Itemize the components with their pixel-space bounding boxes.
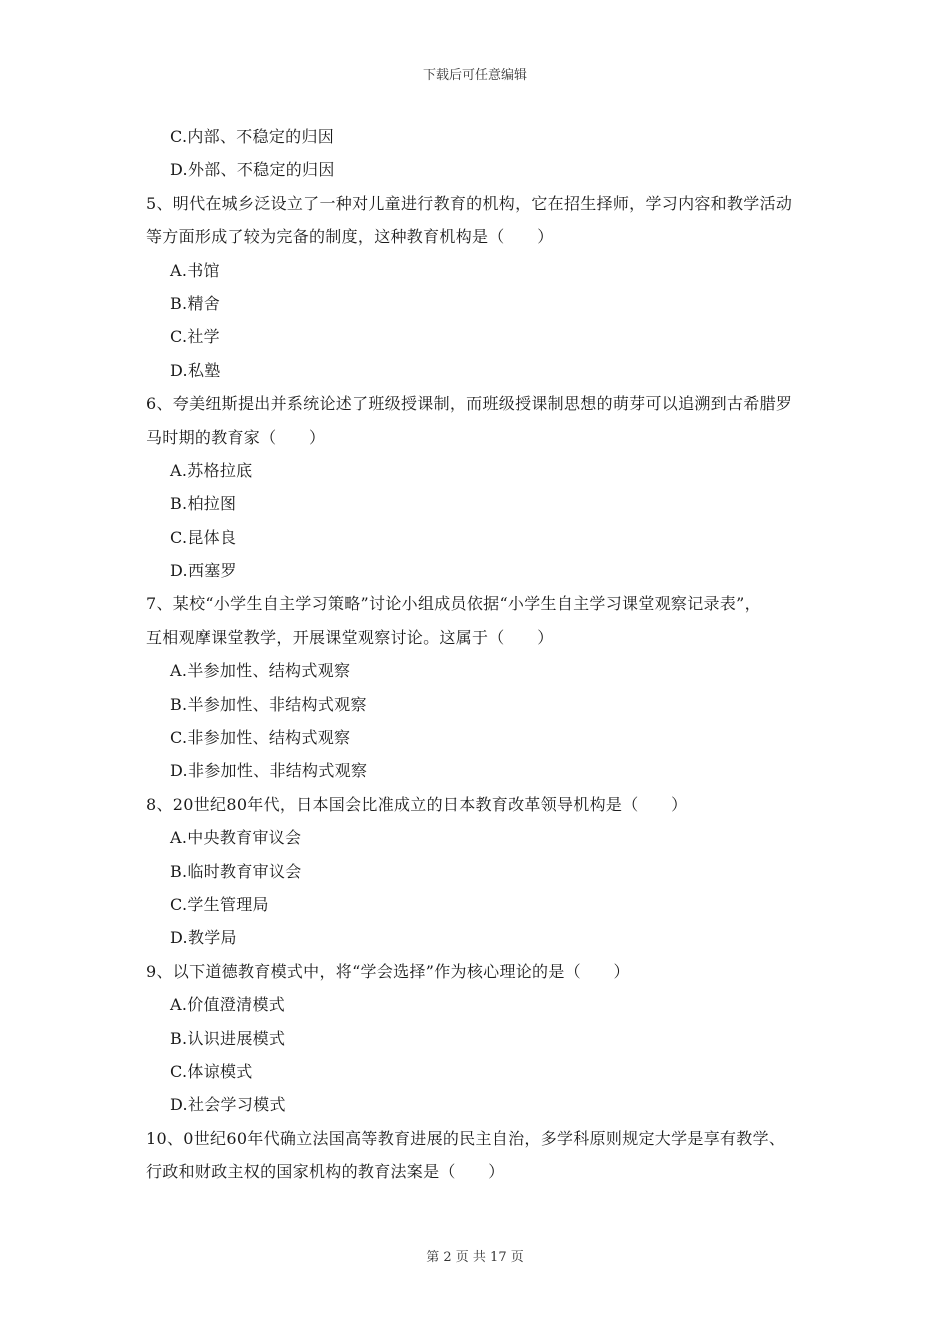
option-c: C.体谅模式 xyxy=(170,1061,253,1081)
option-b: B.临时教育审议会 xyxy=(170,861,302,881)
option-b: B.认识进展模式 xyxy=(170,1028,286,1048)
question-8 xyxy=(146,788,816,955)
option-a: A.半参加性、结构式观察 xyxy=(170,661,351,681)
option-b: B.半参加性、非结构式观察 xyxy=(170,694,367,714)
question-stem: 10、0世纪60年代确立法国高等教育进展的民主自治，多学科原则规定大学是享有教学、 xyxy=(146,1128,786,1148)
option-b: B.柏拉图 xyxy=(170,494,237,514)
option-a: A.价值澄清模式 xyxy=(170,995,286,1015)
option-c: C.学生管理局 xyxy=(170,894,269,914)
question-stem: 8、20世纪80年代，日本国会比准成立的日本教育改革领导机构是（ ） xyxy=(146,794,688,814)
question-stem: 7、某校“小学生自主学习策略”讨论小组成员依据“小学生自主学习课堂观察记录表”， xyxy=(146,594,761,614)
question-stem: 等方面形成了较为完备的制度，这种教育机构是（ ） xyxy=(146,227,554,247)
question-6 xyxy=(146,387,816,587)
option-a: A.苏格拉底 xyxy=(170,460,253,480)
page-number: 第 2 页 共 17 页 xyxy=(426,1250,524,1265)
document-body xyxy=(146,120,816,1189)
page-header-note: 下载后可任意编辑 xyxy=(422,68,527,83)
question-stem: 5、明代在城乡泛设立了一种对儿童进行教育的机构，它在招生择师，学习内容和教学活动 xyxy=(146,193,793,213)
option-4d: D.外部、不稳定的归因 xyxy=(170,160,335,180)
option-4c: C.内部、不稳定的归因 xyxy=(170,127,335,146)
option-d: D.私塾 xyxy=(170,360,221,380)
option-a: A.中央教育审议会 xyxy=(170,828,302,848)
option-c: C.非参加性、结构式观察 xyxy=(170,728,351,748)
question-7 xyxy=(146,587,816,787)
option-d: D.非参加性、非结构式观察 xyxy=(170,761,368,781)
option-d: D.教学局 xyxy=(170,928,237,948)
option-c: C.社学 xyxy=(170,327,220,347)
option-a: A.书馆 xyxy=(170,260,220,280)
question-stem: 马时期的教育家（ ） xyxy=(146,427,326,447)
option-b: B.精舍 xyxy=(170,293,221,313)
question-9 xyxy=(146,955,816,1122)
question-stem: 行政和财政主权的国家机构的教育法案是（ ） xyxy=(146,1162,505,1182)
question-stem: 6、夸美纽斯提出并系统论述了班级授课制，而班级授课制思想的萌芽可以追溯到古希腊罗 xyxy=(146,394,793,414)
option-c: C.昆体良 xyxy=(170,527,237,547)
option-d: D.西塞罗 xyxy=(170,561,237,581)
option-d: D.社会学习模式 xyxy=(170,1095,286,1115)
question-5 xyxy=(146,187,816,387)
question-10 xyxy=(146,1122,816,1189)
question-stem: 互相观摩课堂教学，开展课堂观察讨论。这属于（ ） xyxy=(146,627,554,647)
question-stem: 9、以下道德教育模式中，将“学会选择”作为核心理论的是（ ） xyxy=(146,961,630,981)
